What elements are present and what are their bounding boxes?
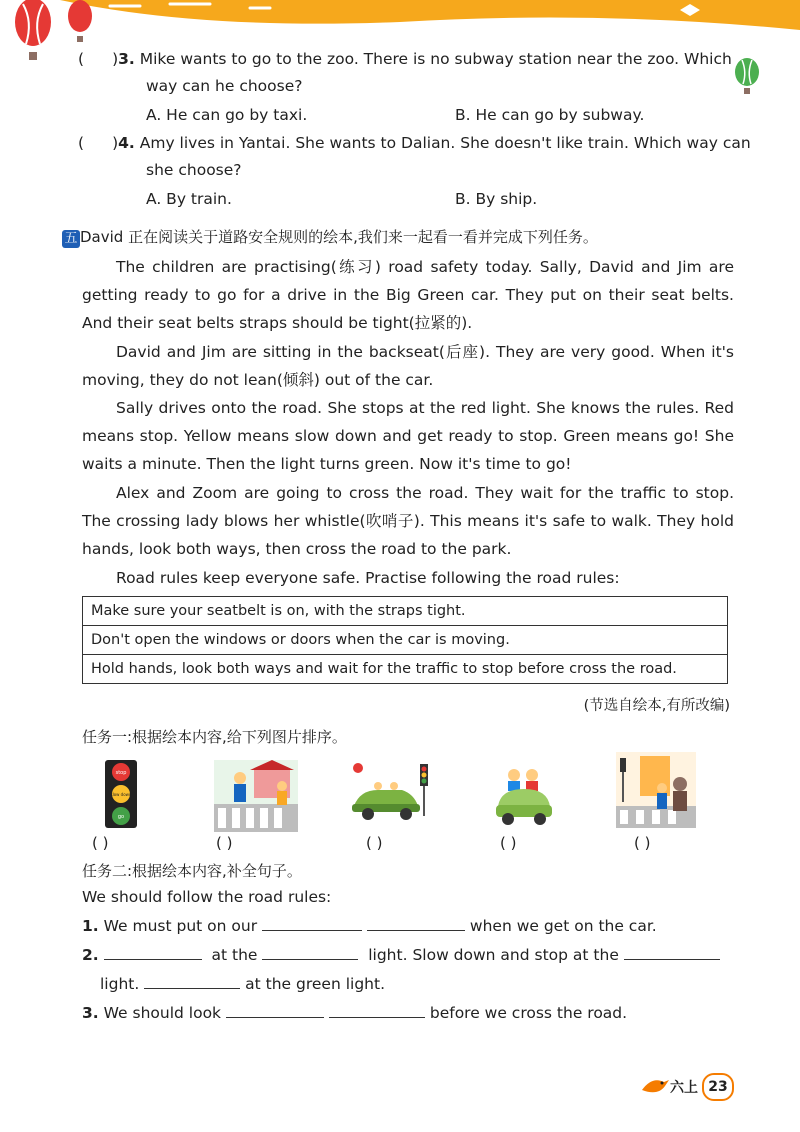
option-b: B. By ship. bbox=[455, 190, 538, 208]
light-label: stop bbox=[115, 770, 127, 776]
red-car-at-light-icon bbox=[350, 760, 434, 830]
picture-order-paren[interactable]: ( ) bbox=[216, 834, 233, 852]
green-balloon-icon bbox=[732, 58, 762, 100]
table-row: Don't open the windows or doors when the car is moving. bbox=[83, 626, 728, 655]
answer-blank[interactable] bbox=[104, 945, 202, 960]
question-text: Amy lives in Yantai. She wants to Dalian. She doesn't like train. Which way can bbox=[139, 134, 751, 152]
question-3: ( )3. Mike wants to go to the zoo. There is no subway station near the zoo. Which bbox=[78, 50, 732, 68]
question-text: Mike wants to go to the zoo. There is no subway station near the zoo. Which bbox=[139, 50, 732, 68]
green-car-icon bbox=[494, 763, 554, 833]
sentence-2: 2. at the light. Slow down and stop at the bbox=[82, 942, 732, 969]
answer-paren-open[interactable]: ( bbox=[78, 134, 85, 152]
table-row: Make sure your seatbelt is on, with the straps tight. bbox=[83, 597, 728, 626]
option-a: A. He can go by taxi. bbox=[146, 106, 308, 124]
passage-paragraph: Sally drives onto the road. She stops at the red light. She knows the rules. Red means stop. Yellow means slow down and get ready to stop. Green means go! She waits a minute. Then the light turns green. Now it's time to go! bbox=[82, 399, 734, 473]
passage-paragraph: David and Jim are sitting in the backseat(后座). They are very good. When it's moving, they do not lean(倾斜) out of the car. bbox=[82, 343, 734, 389]
section-5-instruction: 五 David 正在阅读关于道路安全规则的绘本,我们来一起看一看并完成下列任务。 bbox=[62, 226, 598, 248]
question-3-line2: way can he choose? bbox=[146, 77, 303, 95]
section-badge: 五 bbox=[62, 230, 80, 248]
task-2-intro: We should follow the road rules: bbox=[82, 888, 332, 906]
answer-blank[interactable] bbox=[367, 916, 465, 931]
crossing-road-icon bbox=[214, 760, 298, 836]
bird-icon bbox=[640, 1074, 670, 1100]
answer-blank[interactable] bbox=[262, 945, 358, 960]
question-number: 3. bbox=[118, 50, 135, 68]
answer-paren-open[interactable]: ( bbox=[78, 50, 85, 68]
picture-order-paren[interactable]: ( ) bbox=[92, 834, 109, 852]
grade-label: 六上 bbox=[670, 1080, 698, 1096]
sentence-2-cont: light. at the green light. bbox=[100, 975, 385, 993]
page-number: 23 bbox=[702, 1073, 734, 1101]
question-4: ( )4. Amy lives in Yantai. She wants to Dalian. She doesn't like train. Which way can bbox=[78, 134, 751, 152]
source-note: (节选自绘本,有所改编) bbox=[583, 698, 730, 714]
table-row: Hold hands, look both ways and wait for the traffic to stop before cross the road. bbox=[83, 655, 728, 684]
picture-order-paren[interactable]: ( ) bbox=[500, 834, 517, 852]
sentence-1: 1. We must put on our when we get on the car. bbox=[82, 917, 657, 935]
passage-paragraph: The children are practising(练习) road safety today. Sally, David and Jim are getting ready to go for a drive in the Big Green car. They put on their seat belts. And their seat belts straps should be tight(拉紧的). bbox=[82, 258, 734, 332]
question-number: 4. bbox=[118, 134, 135, 152]
answer-blank[interactable] bbox=[262, 916, 362, 931]
answer-blank[interactable] bbox=[144, 974, 240, 989]
passage-paragraph: Road rules keep everyone safe. Practise following the road rules: bbox=[116, 569, 620, 587]
task-1-title: 任务一:根据绘本内容,给下列图片排序。 bbox=[82, 728, 347, 746]
option-a: A. By train. bbox=[146, 190, 232, 208]
rules-table bbox=[82, 596, 728, 684]
passage-paragraph: Alex and Zoom are going to cross the road. They wait for the traffic to stop. The crossing lady blows her whistle(吹哨子). This means it's safe to walk. They hold hands, look both ways, then cross the road to the park. bbox=[82, 484, 734, 558]
answer-blank[interactable] bbox=[624, 945, 720, 960]
answer-blank[interactable] bbox=[329, 1003, 425, 1018]
option-b: B. He can go by subway. bbox=[455, 106, 645, 124]
sentence-3: 3. We should look before we cross the road. bbox=[82, 1004, 628, 1022]
traffic-light-icon bbox=[103, 758, 139, 834]
picture-order-paren[interactable]: ( ) bbox=[634, 834, 651, 852]
picture-order-paren[interactable]: ( ) bbox=[366, 834, 383, 852]
light-label: slow down bbox=[110, 792, 132, 797]
task-2-title: 任务二:根据绘本内容,补全句子。 bbox=[82, 862, 302, 880]
answer-blank[interactable] bbox=[226, 1003, 324, 1018]
light-label: go bbox=[117, 814, 125, 820]
question-4-line2: she choose? bbox=[146, 161, 242, 179]
kids-crossing-icon bbox=[616, 752, 696, 832]
